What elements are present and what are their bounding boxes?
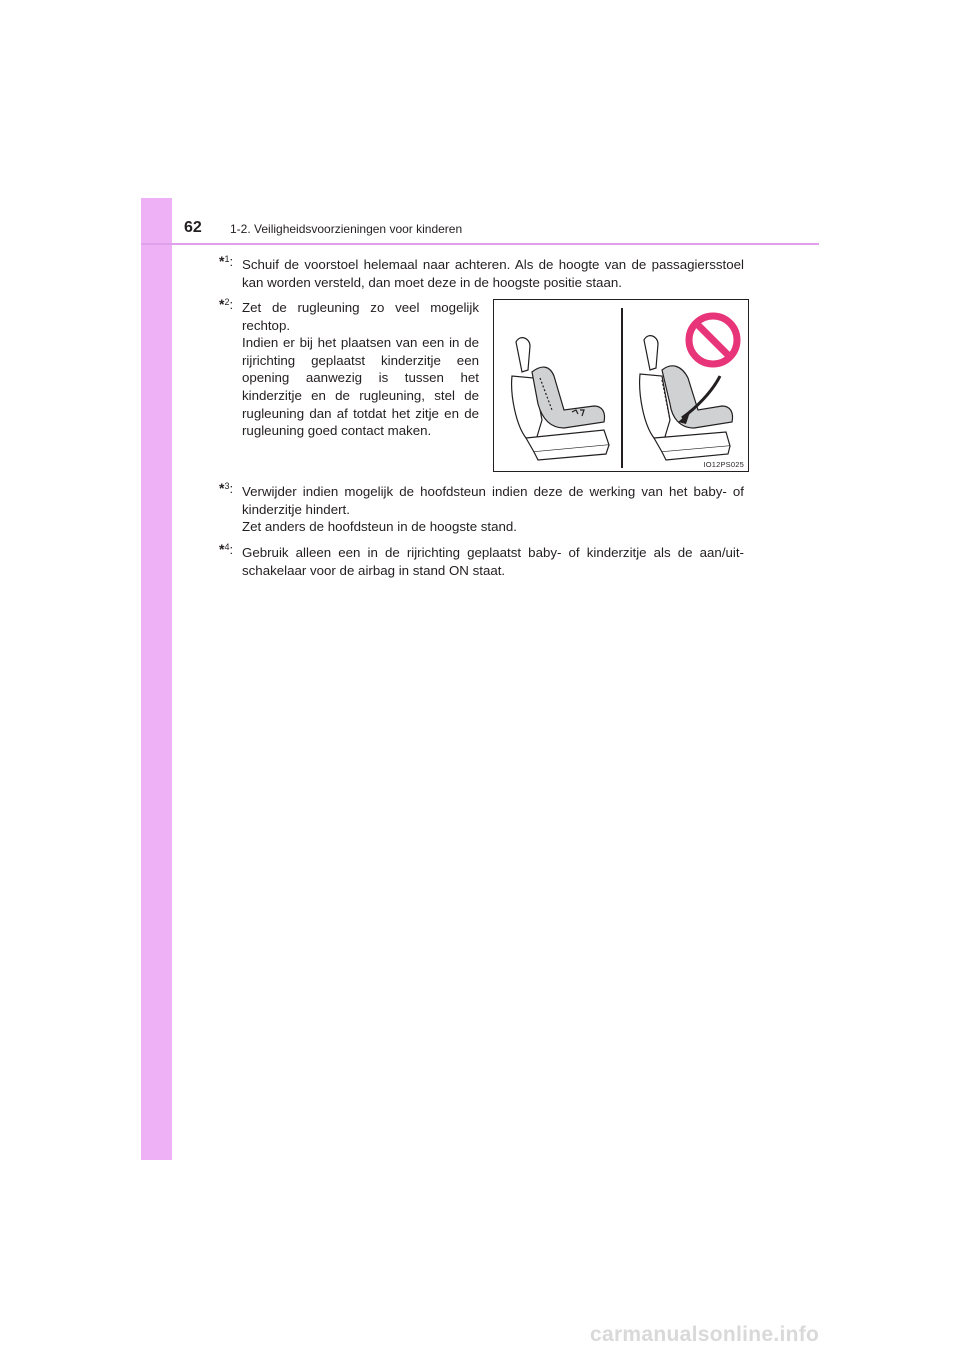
footnote-marker: *$^2$:: [219, 296, 234, 312]
seat-with-gap-incorrect-illustration: [640, 336, 733, 460]
prohibited-icon: [689, 316, 737, 364]
seat-with-child-seat-correct-illustration: [512, 338, 609, 460]
footnote-text: Gebruik alleen een in de rijrichting geplaatst baby- of kinderzitje als de aan/uit-schakelaar voor de airbag in stand ON staat.: [242, 545, 744, 578]
footnote-2: [219, 296, 479, 440]
footnote-4: [219, 541, 744, 579]
figure-code: IO12PS025: [703, 460, 744, 469]
chapter-sidebar-tab: [141, 198, 172, 1160]
footnote-text: Indien er bij het plaatsen van een in de rijrichting geplaatst kinderzitje een opening aanwezig is tussen het kinderzitje en de rugleuning, stel de rugleuning dan af totdat het zitje en de rugleuning goed contact maken.: [242, 335, 479, 439]
footnote-text: Zet anders de hoofdsteun in de hoogste stand.: [242, 519, 518, 535]
footnote-text: Verwijder indien mogelijk de hoofdsteun indien deze de werking van het baby- of kinderzitje hindert.: [242, 484, 744, 517]
footnote-3: [219, 480, 744, 536]
footnote-marker: *$^3$:: [219, 480, 234, 496]
footnote-text: Schuif de voorstoel helemaal naar achteren. Als de hoogte van de passagiersstoel kan worden versteld, dan moet deze in de hoogste positie staan.: [242, 257, 744, 290]
header-divider: [141, 243, 819, 245]
watermark: carmanualsonline.info: [590, 1323, 820, 1346]
footnote-text: Zet de rugleuning zo veel mogelijk rechtop.: [242, 300, 479, 333]
child-seat-figure: [493, 299, 749, 472]
page-number: 62: [184, 219, 202, 236]
seat-illustration: [494, 300, 750, 473]
footnote-marker: *$^1$:: [219, 253, 234, 269]
footnote-marker: *$^4$:: [219, 541, 234, 557]
section-title: 1-2. Veiligheidsvoorzieningen voor kinderen: [230, 222, 463, 236]
footnote-1: [219, 253, 744, 291]
